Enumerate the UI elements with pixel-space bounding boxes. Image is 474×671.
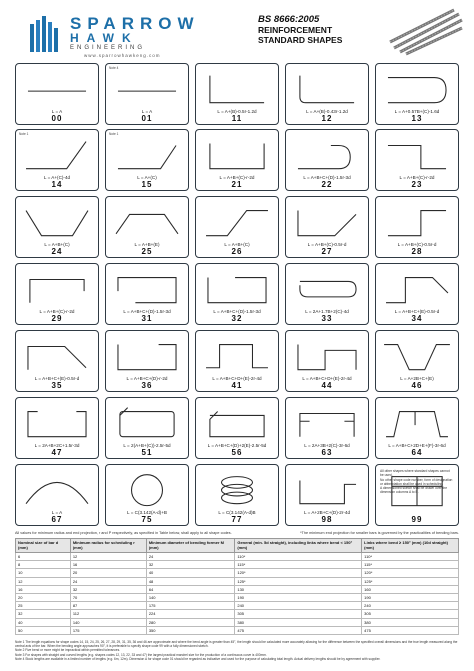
shape-formula: L = A+B+C+(D)-1.5r-3d <box>213 309 261 314</box>
shape-cell-46 <box>375 330 459 392</box>
table-cell: 24 <box>146 553 235 561</box>
table-cell: 160 <box>362 585 459 593</box>
title-block <box>258 14 378 45</box>
shape-cell-34 <box>375 263 459 325</box>
table-row <box>16 569 459 577</box>
footnote: Note 1 The length equations for shape codes 14, 15, 24, 25, 26, 27, 28, 29, 31, 35, 36 and 46 are approximate and where the bend angle is greater than 45°, the length should be calculated more accurately allowing for the difference between the specified overall dimensions and the true length measured along the central axis of the bar. When the bending angle approaches 90°, it is preferable to specify shape code 99 with a fully dimensioned sketch. <box>15 640 458 649</box>
shape-cell-32 <box>195 263 279 325</box>
shape-code: 24 <box>51 247 63 256</box>
standard-code: BS 8666:2005 <box>258 14 320 25</box>
shape-cell-25 <box>105 196 189 258</box>
table-cell: 175 <box>70 626 146 634</box>
table-cell: 20 <box>70 569 146 577</box>
shape-cell-51 <box>105 397 189 459</box>
shape-formula: L = A+B+(C)-0.5r-d <box>307 242 347 247</box>
shape-cell-14 <box>15 129 99 191</box>
shape-code: 36 <box>141 381 153 390</box>
table-cell: 110* <box>362 553 459 561</box>
shape-note: Note 1 <box>109 132 119 136</box>
shape-cell-98 <box>285 464 369 526</box>
table-header: Minimum radius for scheduling r (mm) <box>70 539 146 553</box>
shape-cell-35 <box>15 330 99 392</box>
shape-code: 99 <box>411 515 423 524</box>
table-row <box>16 602 459 610</box>
shape-cell-23 <box>375 129 459 191</box>
shape-code: 26 <box>231 247 243 256</box>
footnote: Note 4 Stock lengths are available in a limited number of lengths (e.g. 6m, 12m). Dimension A for shape code 01 should be regarded as indicative and used for the purpose of calculating total length. Actual delivery lengths should be by agreement with supplier. <box>15 656 381 661</box>
shape-code: 14 <box>51 180 63 189</box>
logo-line-3: ENGINEERING <box>70 45 146 51</box>
table-cell: 64 <box>146 585 235 593</box>
shape-cell-28 <box>375 196 459 258</box>
shape-code: 67 <box>51 515 63 524</box>
title-line-2: STANDARD SHAPES <box>258 35 343 45</box>
shape-code: 64 <box>411 448 423 457</box>
table-row <box>16 553 459 561</box>
shape-formula: L = A+0.57B+(C)-1.6d <box>394 109 440 114</box>
shape-cell-12 <box>285 63 369 125</box>
shape-formula: L = A+B+C+(D)+2(E)-2.5r-5d <box>207 443 267 448</box>
shape-formula: L = A+B+(C)-r-2d <box>399 175 435 180</box>
table-cell: 12 <box>16 577 71 585</box>
footnote: Note 3 For shapes with straight and curved lengths (e.g. shapes codes 12, 13, 22, 33 and 47) the largest practical mandrel size for the production of a continuous curve is 400mm. <box>15 652 267 657</box>
shape-formula: L = A+(C)-4d <box>43 175 71 180</box>
shape-cell-31 <box>105 263 189 325</box>
shape-formula: L = A+B+(C)-r-2d <box>219 175 255 180</box>
table-cell: 125* <box>362 577 459 585</box>
table-row <box>16 585 459 593</box>
shape-formula: L = A+(B)-0.5r-1.2d <box>217 109 257 114</box>
shape-formula: L = A+B+C+D+(E)-2r-4d <box>212 376 262 381</box>
shape-code: 13 <box>411 114 423 123</box>
table-cell: 24 <box>70 577 146 585</box>
shape-code: 44 <box>321 381 333 390</box>
table-cell: 140 <box>70 618 146 626</box>
shape-code: 15 <box>141 180 153 189</box>
table-row <box>16 577 459 585</box>
shape-code: 11 <box>231 114 243 123</box>
logo-mark-icon <box>28 14 62 54</box>
table-cell: 110* <box>235 553 362 561</box>
shape-formula: L = A+B+C+(E)-0.5r-d <box>34 376 80 381</box>
shape-formula: L = A+B+(C) <box>44 242 70 247</box>
shape-cell-27 <box>285 196 369 258</box>
title-line-1: REINFORCEMENT <box>258 25 333 35</box>
shape-formula: L = A+B+C+D+(E)-2r-4d <box>302 376 352 381</box>
table-row <box>16 626 459 634</box>
shape-cell-13 <box>375 63 459 125</box>
side-note: A dimensioned sketch shall be drawn over the dimension columns A to E. <box>380 486 448 495</box>
shape-formula: L = C(3.142(A-d)B <box>218 510 256 515</box>
shape-code: 27 <box>321 247 333 256</box>
shape-formula: L = A+B+C+(D)-r-2d <box>126 376 168 381</box>
shape-code: 31 <box>141 314 153 323</box>
table-cell: 140 <box>146 593 235 601</box>
shape-cell-67 <box>15 464 99 526</box>
table-header: Links where bend ≥ 150° (mm) (10d straight) (mm) <box>362 539 459 553</box>
table-cell: 224 <box>146 610 235 618</box>
shape-code: 46 <box>411 381 423 390</box>
table-cell: 115* <box>362 561 459 569</box>
shape-code: 01 <box>141 114 153 123</box>
table-header: Nominal size of bar d (mm) <box>16 539 71 553</box>
shape-cell-01 <box>105 63 189 125</box>
shape-cell-29 <box>15 263 99 325</box>
shape-code: 29 <box>51 314 63 323</box>
table-cell: 70 <box>70 593 146 601</box>
table-cell: 48 <box>146 577 235 585</box>
table-cell: 475 <box>362 626 459 634</box>
table-cell: 10 <box>16 569 71 577</box>
table-header-row <box>16 539 459 553</box>
shape-99-notes <box>377 466 457 496</box>
shape-note: Note 4 <box>109 66 119 70</box>
shape-code: 33 <box>321 314 333 323</box>
shape-code: 51 <box>141 448 153 457</box>
shape-formula: L = 2(A+B+(C))-2.5r-5d <box>123 443 171 448</box>
shape-cell-36 <box>105 330 189 392</box>
shape-cell-64 <box>375 397 459 459</box>
shape-cell-41 <box>195 330 279 392</box>
table-cell: 130 <box>235 585 362 593</box>
shape-formula: L = A+B+C+(E)-0.5r-d <box>394 309 440 314</box>
shape-formula: L = 2A+3B+2(C)-3r-6d <box>304 443 350 448</box>
table-cell: 120* <box>235 569 362 577</box>
table-cell: 32 <box>146 561 235 569</box>
shape-formula: L = A+B+C+(D)-1.5r-3d <box>123 309 171 314</box>
shape-formula: L = C(3.142(A-d)+B <box>127 510 167 515</box>
shape-grid <box>15 63 459 528</box>
table-note-right: *The minimum end projection for smaller bars is governed by the practicalities of bending bars. <box>300 531 459 535</box>
shape-code: 34 <box>411 314 423 323</box>
shape-cell-15 <box>105 129 189 191</box>
shape-formula: L = A+(B)-0.43r-1.2d <box>306 109 348 114</box>
table-cell: 40 <box>146 569 235 577</box>
shape-code: 32 <box>231 314 243 323</box>
table-cell: 120* <box>362 569 459 577</box>
table-row <box>16 561 459 569</box>
shape-cell-56 <box>195 397 279 459</box>
table-cell: 380 <box>362 618 459 626</box>
table-header: General (min. 5d straight), including links where bend < 150° (mm) <box>235 539 362 553</box>
shape-cell-75 <box>105 464 189 526</box>
shape-code: 75 <box>141 515 153 524</box>
table-cell: 240 <box>362 602 459 610</box>
logo-line-1: SPARROW <box>70 14 200 33</box>
shape-cell-26 <box>195 196 279 258</box>
shape-formula: L = A+B+(E) <box>134 242 160 247</box>
table-cell: 380 <box>235 618 362 626</box>
table-cell: 12 <box>70 553 146 561</box>
side-note: All other shapes where standard shapes cannot be used. <box>380 469 450 478</box>
shape-code: 63 <box>321 448 333 457</box>
table-cell: 305 <box>235 610 362 618</box>
footnotes <box>15 640 459 661</box>
table-cell: 190 <box>362 593 459 601</box>
table-cell: 240 <box>235 602 362 610</box>
shape-note: Note 1 <box>19 132 29 136</box>
logo-line-2: HAWK <box>70 31 139 45</box>
table-cell: 305 <box>362 610 459 618</box>
shape-code: 56 <box>231 448 243 457</box>
shape-formula: L = A+(C) <box>137 175 157 180</box>
shape-formula: L = A+B+(C)-r-2d <box>39 309 75 314</box>
shape-cell-47 <box>15 397 99 459</box>
side-note: No other shape code number, form of designation or abbreviation shall be used in scheduling. <box>380 477 453 486</box>
shape-cell-22 <box>285 129 369 191</box>
table-cell: 6 <box>16 553 71 561</box>
shape-formula: L = A+B+(C) <box>224 242 250 247</box>
table-note-left: All values for minimum radius and end projection, r and P respectively, as specified in Table below, shall apply to all shape codes. <box>15 531 232 535</box>
shape-formula: L = A <box>141 109 153 114</box>
shape-cell-21 <box>195 129 279 191</box>
table-cell: 190 <box>235 593 362 601</box>
table-cell: 16 <box>16 585 71 593</box>
shape-code: 47 <box>51 448 63 457</box>
shape-code: 35 <box>51 381 63 390</box>
shape-cell-63 <box>285 397 369 459</box>
shape-cell-24 <box>15 196 99 258</box>
shape-code: 21 <box>231 180 243 189</box>
table-cell: 125* <box>235 577 362 585</box>
shape-formula: L = A+B+(C)-0.5r-d <box>397 242 437 247</box>
shape-code: 23 <box>411 180 423 189</box>
table-row <box>16 593 459 601</box>
page-header <box>12 8 462 60</box>
shape-code: 77 <box>231 515 243 524</box>
table-cell: 112 <box>70 610 146 618</box>
table-cell: 16 <box>70 561 146 569</box>
table-cell: 87 <box>70 602 146 610</box>
shape-formula: L = A+B+C+2D+E+(F)-3r-6d <box>388 443 446 448</box>
shape-formula: L = A <box>51 109 63 114</box>
footnote: Note 2 Five bend or more might be impractical within permitted tolerances. <box>15 648 121 653</box>
shape-code: 22 <box>321 180 333 189</box>
table-cell: 475 <box>235 626 362 634</box>
table-cell: 20 <box>16 593 71 601</box>
logo-website: www.sparrowhawkeng.com <box>84 53 161 58</box>
shape-formula: L = A+2B+C+(E) <box>400 376 434 381</box>
table-row <box>16 610 459 618</box>
rebar-bundle-image <box>384 8 464 58</box>
shape-code: 25 <box>141 247 153 256</box>
table-cell: 115* <box>235 561 362 569</box>
shape-formula: L = A+2B+C+(D)-2r-4d <box>303 510 351 515</box>
shape-code: 12 <box>321 114 333 123</box>
table-cell: 280 <box>146 618 235 626</box>
shape-code: 98 <box>321 515 333 524</box>
table-cell: 50 <box>16 626 71 634</box>
company-logo <box>28 12 228 58</box>
table-cell: 25 <box>16 602 71 610</box>
table-cell: 175 <box>146 602 235 610</box>
shape-code: 41 <box>231 381 243 390</box>
shape-code: 28 <box>411 247 423 256</box>
shape-cell-00 <box>15 63 99 125</box>
shape-formula: L = A <box>51 510 63 515</box>
shape-cell-33 <box>285 263 369 325</box>
shape-cell-77 <box>195 464 279 526</box>
shape-formula: L = 2A+B+2C+1.5r-3d <box>34 443 80 448</box>
shape-formula: L = A+B+C+(D)-1.5r-3d <box>303 175 351 180</box>
shape-cell-44 <box>285 330 369 392</box>
bar-size-table <box>15 538 459 635</box>
table-cell: 40 <box>16 618 71 626</box>
table-cell: 32 <box>70 585 146 593</box>
table-header: Minimum diameter of bending former M (mm) <box>146 539 235 553</box>
table-body <box>16 553 459 635</box>
table-row <box>16 618 459 626</box>
shape-formula: L = 2A+1.7B+2(C)-4d <box>305 309 349 314</box>
shape-cell-11 <box>195 63 279 125</box>
table-cell: 32 <box>16 610 71 618</box>
table-cell: 350 <box>146 626 235 634</box>
shape-code: 00 <box>51 114 63 123</box>
table-cell: 8 <box>16 561 71 569</box>
